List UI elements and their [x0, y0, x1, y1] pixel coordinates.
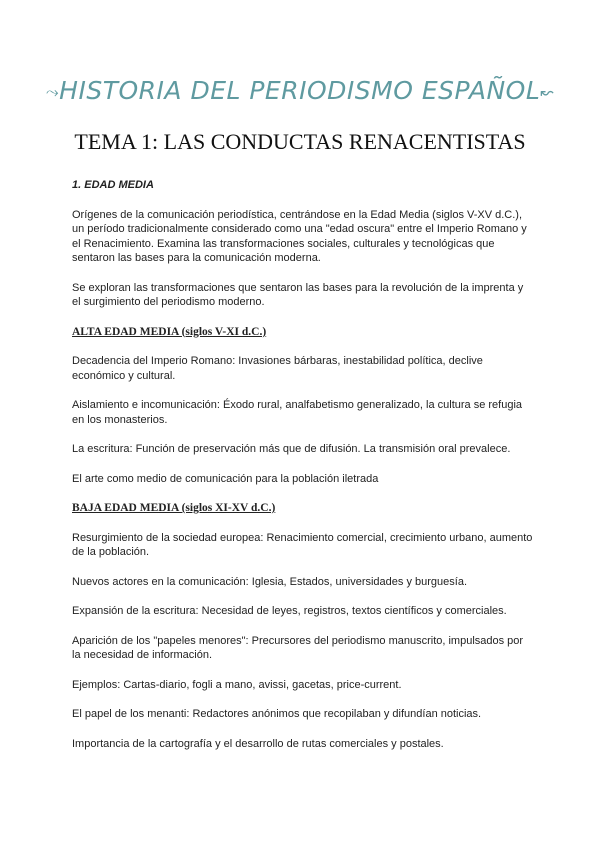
subsection-heading-baja-edad-media: BAJA EDAD MEDIA (siglos XI-XV d.C.) [72, 502, 276, 514]
baja-paragraph: Aparición de los "papeles menores": Precursores del periodismo manuscrito, impulsados por la necesidad de información. [72, 634, 524, 661]
baja-paragraph: Ejemplos: Cartas-diario, fogli a mano, avissi, gacetas, price-current. [72, 678, 402, 691]
alta-paragraph: Decadencia del Imperio Romano: Invasiones bárbaras, inestabilidad política, declive económico y cultural. [72, 355, 483, 382]
baja-paragraph: Resurgimiento de la sociedad europea: Renacimiento comercial, crecimiento urbano, aumento de la población. [72, 531, 533, 558]
subsection-heading-alta-edad-media: ALTA EDAD MEDIA (siglos V-XI d.C.) [72, 325, 267, 338]
baja-paragraph: Expansión de la escritura: Necesidad de leyes, registros, textos científicos y comerciales. [72, 605, 507, 617]
banner-title-text: HISTORIA DEL PERIODISMO ESPAÑOL [59, 76, 541, 105]
topic-title: TEMA 1: LAS CONDUCTAS RENACENTISTAS [74, 129, 526, 154]
intro-paragraph: Se exploran las transformaciones que sentaron las bases para la revolución de la imprenta y el surgimiento del periodismo moderno. [72, 281, 524, 308]
alta-paragraph: Aislamiento e incomunicación: Éxodo rural, analfabetismo generalizado, la cultura se refugia en los monasterios. [72, 399, 523, 426]
alta-paragraph: El arte como medio de comunicación para la población iletrada [72, 472, 379, 485]
document-banner-title [0, 76, 600, 105]
baja-paragraph: El papel de los menanti: Redactores anónimos que recopilaban y difundían noticias. [72, 708, 482, 720]
arrow-decoration-right-icon: ↜ [540, 82, 555, 102]
section-heading-edad-media: 1. EDAD MEDIA [72, 179, 154, 191]
arrow-decoration-left-icon: ⤳ [45, 82, 60, 101]
baja-paragraph: Nuevos actores en la comunicación: Iglesia, Estados, universidades y burguesía. [72, 575, 467, 588]
alta-paragraph: La escritura: Función de preservación más que de difusión. La transmisión oral prevalece. [72, 443, 511, 455]
intro-paragraph: Orígenes de la comunicación periodística, centrándose en la Edad Media (siglos V-XV d.C.), un período tradicionalmente considerado como una "edad oscura" entre el Imperio Romano y el Renacimiento. Examina las transformaciones sociales, culturales y tecnológicas que sentaron las bases para la comunicación moderna. [72, 208, 527, 264]
document-body [72, 178, 534, 766]
baja-paragraph: Importancia de la cartografía y el desarrollo de rutas comerciales y postales. [72, 737, 444, 750]
